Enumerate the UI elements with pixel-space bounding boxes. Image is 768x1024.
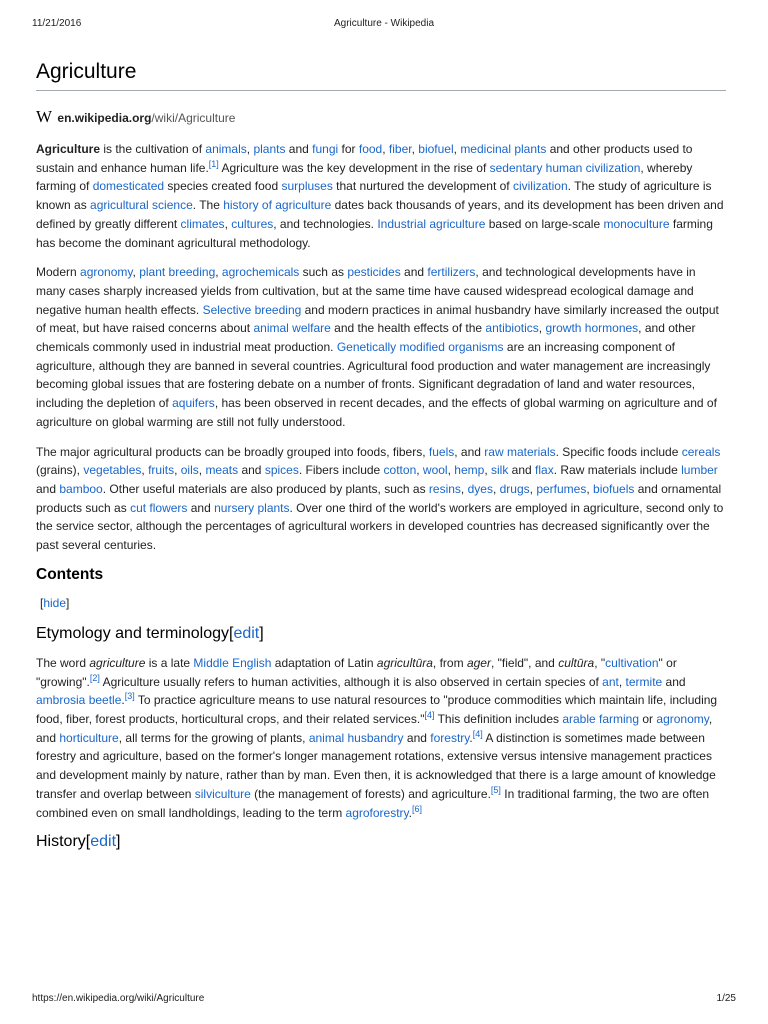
wiki-link[interactable]: sedentary human civilization xyxy=(489,160,641,175)
text-run: and xyxy=(36,481,60,496)
text-run: Agriculture usually refers to human activities, although it is also observed in certain species of xyxy=(99,674,603,689)
wiki-link[interactable]: food xyxy=(358,142,383,156)
wiki-link[interactable]: fuels xyxy=(428,444,455,459)
wiki-link[interactable]: agronomy xyxy=(80,265,133,280)
text-run: , xyxy=(382,142,389,156)
wiki-link[interactable]: domesticated xyxy=(92,179,165,194)
wiki-link[interactable]: raw materials xyxy=(484,444,556,459)
text-run: , xyxy=(484,463,491,478)
wiki-link[interactable]: biofuels xyxy=(593,481,635,496)
wiki-link[interactable]: resins xyxy=(428,481,461,496)
wiki-link[interactable]: growth hormones xyxy=(545,321,639,336)
paragraph-modern xyxy=(36,263,728,431)
print-date: 11/21/2016 xyxy=(32,18,82,29)
wiki-link[interactable]: Selective breeding xyxy=(202,302,302,317)
text-run: , xyxy=(538,321,546,336)
wiki-link[interactable]: arable farming xyxy=(562,711,640,726)
wiki-link[interactable]: fertilizers xyxy=(427,265,476,280)
italic-term: ager xyxy=(466,655,491,670)
text-run: , xyxy=(132,265,140,280)
text-run: In traditional farming, the two are often combined even on small landholdings, leading to the term xyxy=(36,786,710,820)
text-run: , from xyxy=(432,655,467,670)
paragraph-products xyxy=(36,443,728,555)
text-run: (the management of forests) and agriculture. xyxy=(250,786,491,801)
wiki-link[interactable]: lumber xyxy=(681,463,718,478)
text-run: . The xyxy=(192,198,224,213)
text-run: Agriculture was the key development in the rise of xyxy=(218,160,490,175)
text-run: and xyxy=(238,463,265,478)
text-run: . Fibers include xyxy=(298,463,384,478)
text-run: and xyxy=(285,142,313,156)
wiki-link[interactable]: monoculture xyxy=(603,216,670,231)
bold-term: Agriculture xyxy=(36,142,101,156)
text-run: , xyxy=(246,142,254,156)
wiki-link[interactable]: agrochemicals xyxy=(221,265,300,280)
text-run: , xyxy=(529,481,537,496)
text-run: . xyxy=(121,693,125,708)
text-run: , xyxy=(447,463,455,478)
edit-bracket-open: [ xyxy=(85,833,91,851)
wiki-link[interactable]: animal husbandry xyxy=(308,730,404,745)
etymology-edit-link[interactable]: edit xyxy=(233,625,260,643)
source-domain-link[interactable]: en.wikipedia.org xyxy=(57,111,152,125)
wiki-link[interactable]: Industrial agriculture xyxy=(377,216,486,231)
wiki-link[interactable]: dyes xyxy=(467,481,493,496)
wiki-link[interactable]: civilization xyxy=(512,179,568,194)
text-run: , xyxy=(198,463,206,478)
text-run: and xyxy=(508,463,536,478)
wiki-link[interactable]: forestry xyxy=(430,730,470,745)
page-title: Agriculture xyxy=(36,60,726,91)
text-run: , xyxy=(411,142,419,156)
text-run: , and technologies. xyxy=(273,216,378,231)
text-run: A distinction is sometimes made between forestry and agriculture, based on the former's longer management rotations, extensive versus intensive management practices and development mainly by nature, rather than by man. Even then, it is acknowledged that there is a large amount of knowledge transfer and overlap between xyxy=(36,730,716,801)
text-run: . Specific foods include xyxy=(555,444,682,459)
text-run: and xyxy=(187,500,215,515)
text-run: The word xyxy=(36,655,90,670)
text-run: . The study of agriculture is known as xyxy=(36,179,712,213)
text-run: , "field", and xyxy=(490,655,559,670)
paragraph-intro xyxy=(36,140,728,252)
edit-bracket-open: [ xyxy=(228,625,234,643)
text-run: , and other chemicals commonly used in industrial meat production. xyxy=(36,321,696,355)
wiki-link[interactable]: pesticides xyxy=(347,265,401,280)
toc-bracket-open: [ xyxy=(40,596,44,611)
text-run: , xyxy=(224,216,232,231)
wiki-link[interactable]: plant breeding xyxy=(139,265,216,280)
wiki-link[interactable]: perfumes xyxy=(536,481,587,496)
wiki-link[interactable]: hemp xyxy=(454,463,485,478)
wiki-link[interactable]: silk xyxy=(490,463,509,478)
text-run: , xyxy=(141,463,149,478)
wiki-link[interactable]: plants xyxy=(253,142,286,156)
wiki-link[interactable]: climates xyxy=(180,216,225,231)
text-run: To practice agriculture means to use natural resources to "produce commodities which maintain life, including food, fiber, forest products, horticultural crops, and their related services." xyxy=(36,693,718,726)
italic-term: agriculture xyxy=(89,655,146,670)
text-run: , xyxy=(416,463,423,478)
wiki-link[interactable]: surpluses xyxy=(281,179,333,194)
wiki-link[interactable]: termite xyxy=(625,674,663,689)
text-run: , has been observed in recent decades, and the effects of global warming on agriculture and of agriculture on global warming are still not fully understood. xyxy=(36,396,717,429)
text-run: . xyxy=(469,730,473,745)
paragraph-etymology xyxy=(36,654,728,822)
text-run: , xyxy=(492,481,500,496)
text-run: and xyxy=(662,674,686,689)
text-run: Modern xyxy=(36,265,81,280)
wiki-link[interactable]: fruits xyxy=(148,463,175,478)
wiki-link[interactable]: meats xyxy=(205,463,239,478)
wiki-link[interactable]: horticulture xyxy=(59,730,119,745)
text-run: such as xyxy=(299,265,348,280)
wiki-link[interactable]: Genetically modified organisms xyxy=(336,340,504,355)
text-run: dates back thousands of years, and its development has been driven and defined by greatly different xyxy=(36,198,724,231)
wiki-link[interactable]: aquifers xyxy=(172,396,215,411)
text-run: , and xyxy=(454,444,485,459)
wiki-link[interactable]: agroforestry xyxy=(345,805,409,820)
print-header-title: Agriculture - Wikipedia xyxy=(333,18,435,29)
toc-toggle xyxy=(40,594,728,613)
text-run: and xyxy=(400,265,428,280)
text-run: . Over one third of the world's workers are employed in agriculture, second only to the service sector, although the percentages of agricultural workers in developed countries has decreased significantly over the past several centuries. xyxy=(36,500,724,553)
wiki-link[interactable]: cultures xyxy=(231,216,274,231)
edit-bracket-close: ] xyxy=(259,625,264,643)
text-run: The major agricultural products can be broadly grouped into foods, fibers, xyxy=(36,444,429,459)
text-run: , xyxy=(174,463,181,478)
wiki-link[interactable]: Middle English xyxy=(193,655,272,670)
toc-bracket-close: ] xyxy=(66,596,70,611)
wikipedia-logo-icon: W xyxy=(36,107,53,126)
wiki-link[interactable]: medicinal plants xyxy=(460,142,547,156)
wiki-link[interactable]: wool xyxy=(422,463,448,478)
text-run: , " xyxy=(594,655,606,670)
wiki-link[interactable]: agricultural science xyxy=(90,198,193,213)
text-run: adaptation of Latin xyxy=(271,655,377,670)
wiki-link[interactable]: cereals xyxy=(681,444,721,459)
text-run: . Raw materials include xyxy=(553,463,682,478)
contents-heading: Contents xyxy=(36,565,104,583)
wiki-link[interactable]: history of agriculture xyxy=(223,198,332,213)
print-footer-url: https://en.wikipedia.org/wiki/Agriculture xyxy=(32,993,205,1004)
text-run: , xyxy=(453,142,461,156)
wiki-link[interactable]: animals xyxy=(205,142,247,156)
wiki-link[interactable]: fungi xyxy=(312,142,339,156)
wiki-link[interactable]: agronomy xyxy=(656,711,709,726)
text-run: based on large-scale xyxy=(485,216,604,231)
text-run: for xyxy=(338,142,359,156)
toc-hide-link[interactable]: hide xyxy=(43,596,67,611)
text-run: This definition includes xyxy=(434,711,563,726)
wiki-link[interactable]: cut flowers xyxy=(130,500,188,515)
wiki-link[interactable]: bamboo xyxy=(59,481,103,496)
citation-link[interactable]: [4] xyxy=(424,709,435,720)
text-run: . Other useful materials are also produced by plants, such as xyxy=(102,481,429,496)
text-run: or xyxy=(639,711,657,726)
etymology-heading xyxy=(36,625,728,644)
source-path: /wiki/Agriculture xyxy=(151,111,236,125)
text-run: that nurtured the development of xyxy=(332,179,513,194)
wiki-link[interactable]: cultivation xyxy=(605,655,659,670)
source-line xyxy=(36,107,235,127)
wiki-link[interactable]: ant xyxy=(602,674,619,689)
citation-link[interactable]: [3] xyxy=(124,691,135,702)
citation-link[interactable]: [1] xyxy=(208,158,219,169)
wiki-link[interactable]: cotton xyxy=(383,463,417,478)
text-run: . xyxy=(408,805,413,820)
history-heading xyxy=(36,833,728,852)
history-heading-text: History xyxy=(36,833,86,851)
etymology-heading-text: Etymology and terminology xyxy=(36,625,229,643)
wiki-link[interactable]: vegetables xyxy=(83,463,142,478)
text-run: farming has become the dominant agricultural methodology. xyxy=(36,216,713,250)
citation-link[interactable]: [6] xyxy=(412,803,423,814)
citation-link[interactable]: [2] xyxy=(89,672,100,683)
text-run: , xyxy=(618,674,626,689)
wiki-link[interactable]: antibiotics xyxy=(485,321,539,336)
text-run: , xyxy=(460,481,468,496)
wiki-link[interactable]: silviculture xyxy=(194,786,251,801)
wiki-link[interactable]: ambrosia beetle xyxy=(36,693,122,708)
text-run: (grains), xyxy=(36,463,84,478)
italic-term: agricultūra xyxy=(376,655,433,670)
citation-link[interactable]: [4] xyxy=(472,728,483,739)
text-run: species created food xyxy=(164,179,282,194)
text-run: and ornamental products such as xyxy=(36,481,722,515)
text-run: and modern practices in animal husbandry have similarly increased the output of meat, but have raised concerns about xyxy=(36,302,719,336)
text-run: , whereby farming of xyxy=(36,160,693,194)
wiki-link[interactable]: biofuel xyxy=(418,142,454,156)
wiki-link[interactable]: nursery plants xyxy=(214,500,290,515)
print-page-number: 1/25 xyxy=(716,993,736,1004)
text-run: " or "growing". xyxy=(36,655,677,689)
text-run: are an increasing component of agriculture, although they are banned in several countries. Agricultural food production and water management are increasingly becoming global issues that are fostering debate on a number of fronts. Significant degradation of land and water resources, including the depletion of xyxy=(36,340,711,411)
wiki-link[interactable]: animal welfare xyxy=(253,321,331,336)
text-run: and the health effects of the xyxy=(330,321,486,336)
italic-term: cultūra xyxy=(558,655,595,670)
text-run: , and technological developments have in many cases sharply increased yields from cultivation, but at the same time have caused widespread ecological damage and negative human health effects. xyxy=(36,265,696,317)
article-body xyxy=(36,140,728,862)
text-run: , all terms for the growing of plants, xyxy=(118,730,309,745)
wiki-link[interactable]: oils xyxy=(180,463,199,478)
text-run: , xyxy=(215,265,222,280)
citation-link[interactable]: [5] xyxy=(490,784,501,795)
text-run: and xyxy=(403,730,431,745)
wiki-link[interactable]: flax xyxy=(535,463,554,478)
text-run: is the cultivation of xyxy=(100,142,206,156)
text-run: , xyxy=(586,481,594,496)
text-run: is a late xyxy=(145,655,194,670)
text-run: , and xyxy=(36,711,713,745)
wiki-link[interactable]: spices xyxy=(264,463,299,478)
wiki-link[interactable]: fiber xyxy=(388,142,412,156)
wiki-link[interactable]: drugs xyxy=(499,481,530,496)
edit-bracket-close: ] xyxy=(116,833,121,851)
history-edit-link[interactable]: edit xyxy=(90,833,117,851)
text-run: and other products used to sustain and enhance human life. xyxy=(36,142,693,175)
